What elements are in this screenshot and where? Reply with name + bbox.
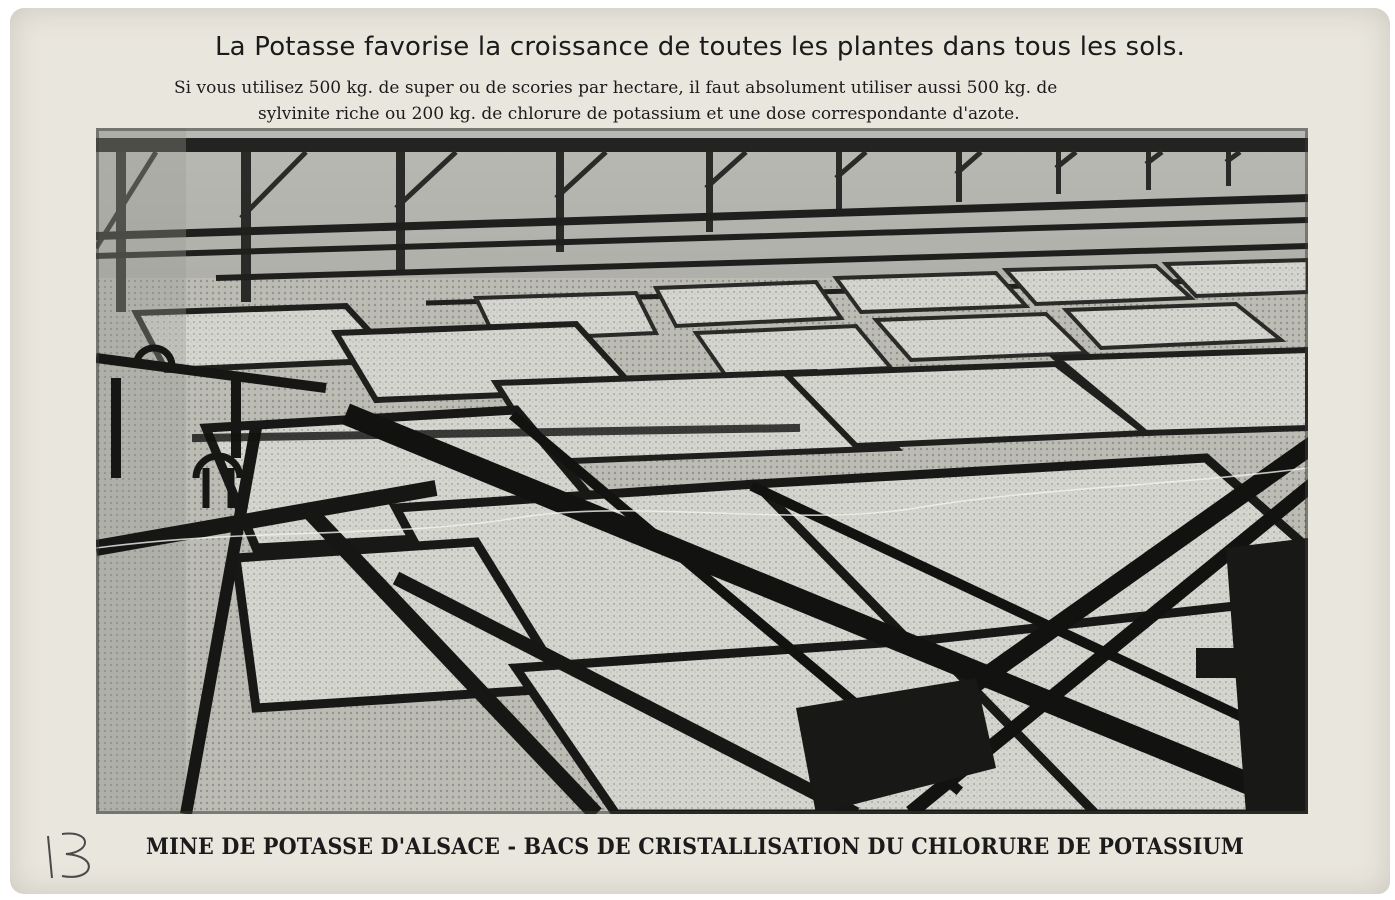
subtext-line-2: sylvinite riche ou 200 kg. de chlorure de potassium et une dose correspondante d'azote.: [258, 104, 1020, 124]
postcard: [10, 8, 1390, 894]
crystallisation-tanks-illustration: [96, 128, 1308, 814]
factory-photograph: [96, 128, 1308, 814]
handwritten-mark: [40, 826, 110, 886]
subtext-line-1: Si vous utilisez 500 kg. de super ou de scories par hectare, il faut absolument utiliser aussi 500 kg. de: [174, 78, 1058, 98]
photo-caption: MINE DE POTASSE D'ALSACE - BACS DE CRISTALLISATION DU CHLORURE DE POTASSIUM: [146, 834, 1244, 860]
headline: La Potasse favorise la croissance de toutes les plantes dans tous les sols.: [214, 32, 1186, 62]
